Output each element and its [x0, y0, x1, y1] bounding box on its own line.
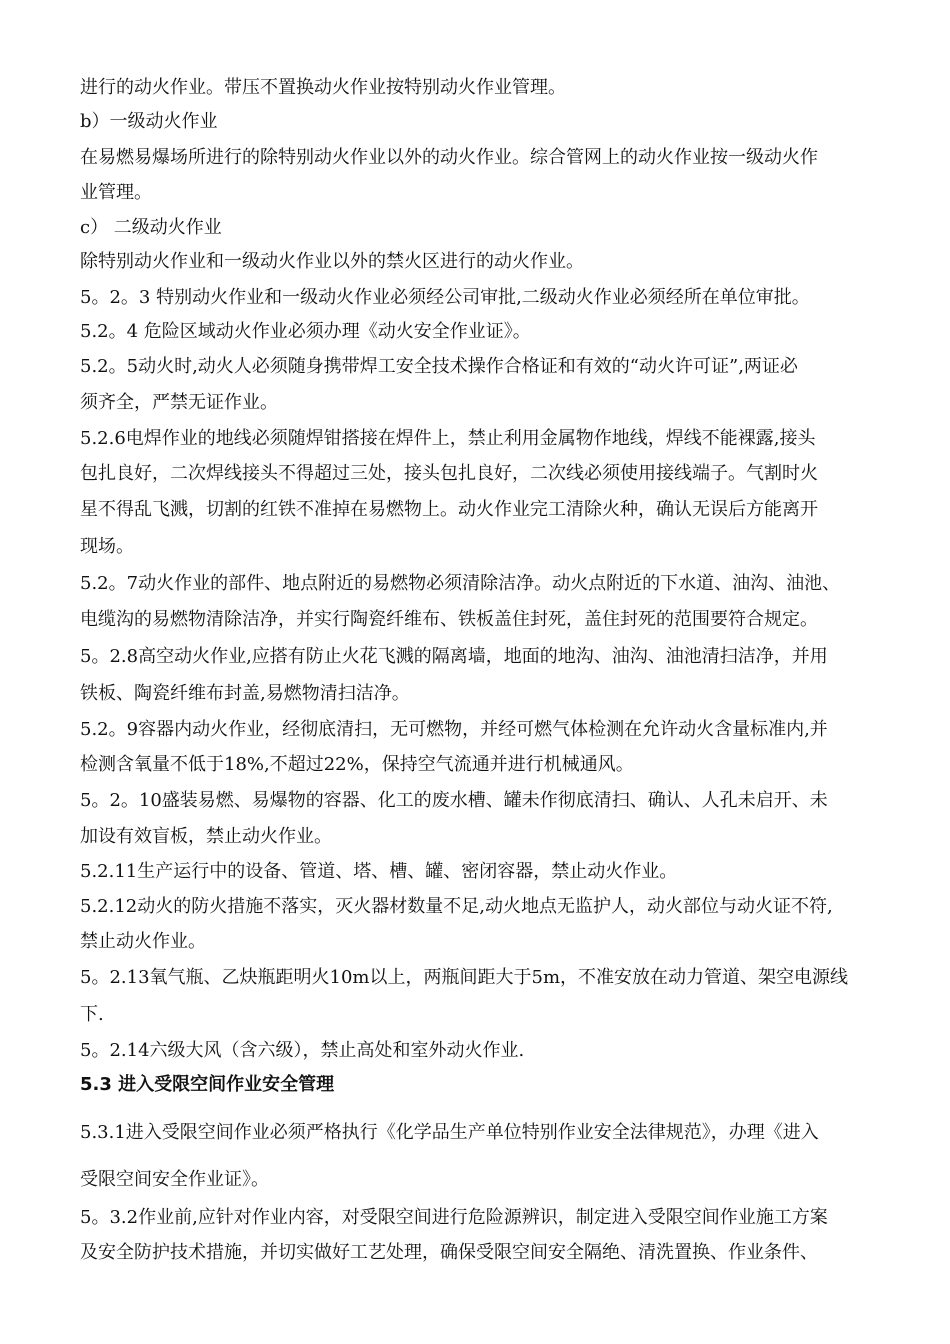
- clause-5-2-5: 5.2。5动火时,动火人必须随身携带焊工安全技术操作合格证和有效的“动火许可证”,两证必: [80, 356, 798, 377]
- clause-5-3-2: 5。3.2作业前,应针对作业内容，对受限空间进行危险源辨识，制定进入受限空间作业施工方案: [80, 1207, 828, 1228]
- clause-5-3-1: 5.3.1进入受限空间作业必须严格执行《化学品生产单位特别作业安全法律规范》，办理《进入: [80, 1122, 819, 1143]
- clause-5-2-12: 5.2.12动火的防火措施不落实，灭火器材数量不足,动火地点无监护人，动火部位与动火证不符,: [80, 896, 833, 917]
- text-line: 禁止动火作业。: [80, 931, 206, 952]
- text-line: 加设有效盲板，禁止动火作业。: [80, 826, 332, 847]
- clause-5-2-9: 5.2。9容器内动火作业，经彻底清扫，无可燃物，并经可燃气体检测在允许动火含量标准内,并: [80, 719, 828, 740]
- clause-5-2-13: 5。2.13氧气瓶、乙炔瓶距明火10m以上，两瓶间距大于5m，不准安放在动力管道、架空电源线: [80, 967, 849, 988]
- list-item-label: c） 二级动火作业: [80, 217, 222, 238]
- text-line: 电缆沟的易燃物清除洁净，并实行陶瓷纤维布、铁板盖住封死，盖住封死的范围要符合规定。: [80, 609, 818, 630]
- text-line: 进行的动火作业。带压不置换动火作业按特别动火作业管理。: [80, 77, 566, 98]
- text-line: 包扎良好，二次焊线接头不得超过三处，接头包扎良好，二次线必须使用接线端子。气割时火: [80, 463, 818, 484]
- clause-5-2-3: 5。2。3 特别动火作业和一级动火作业必须经公司审批,二级动火作业必须经所在单位审批。: [80, 287, 810, 308]
- list-item-label: b）一级动火作业: [80, 111, 218, 132]
- clause-5-2-6: 5.2.6电焊作业的地线必须随焊钳搭接在焊件上，禁止利用金属物作地线，焊线不能裸露,接头: [80, 428, 816, 449]
- clause-5-2-4: 5.2。4 危险区域动火作业必须办理《动火安全作业证》。: [80, 321, 531, 342]
- text-line: 现场。: [80, 536, 134, 557]
- clause-5-2-8: 5。2.8高空动火作业,应搭有防止火花飞溅的隔离墙，地面的地沟、油沟、油池清扫洁净，并用: [80, 646, 828, 667]
- clause-5-2-10: 5。2。10盛装易燃、易爆物的容器、化工的废水槽、罐未作彻底清扫、确认、人孔未启开、未: [80, 790, 828, 811]
- section-heading: 5.3 进入受限空间作业安全管理: [80, 1074, 335, 1095]
- text-line: 除特别动火作业和一级动火作业以外的禁火区进行的动火作业。: [80, 251, 584, 272]
- text-line: 星不得乱飞溅，切割的红铁不准掉在易燃物上。动火作业完工清除火种，确认无误后方能离开: [80, 499, 818, 520]
- text-line: 下.: [80, 1004, 104, 1025]
- clause-5-2-14: 5。2.14六级大风（含六级），禁止高处和室外动火作业.: [80, 1040, 525, 1061]
- clause-5-2-11: 5.2.11生产运行中的设备、管道、塔、槽、罐、密闭容器，禁止动火作业。: [80, 861, 678, 882]
- text-line: 须齐全，严禁无证作业。: [80, 392, 278, 413]
- text-line: 受限空间安全作业证》。: [80, 1169, 269, 1190]
- text-line: 及安全防护技术措施，并切实做好工艺处理，确保受限空间安全隔绝、清洗置换、作业条件、: [80, 1242, 818, 1263]
- text-line: 在易燃易爆场所进行的除特别动火作业以外的动火作业。综合管网上的动火作业按一级动火作: [80, 147, 818, 168]
- text-line: 铁板、陶瓷纤维布封盖,易燃物清扫洁净。: [80, 683, 410, 704]
- clause-5-2-7: 5.2。7动火作业的部件、地点附近的易燃物必须清除洁净。动火点附近的下水道、油沟、油池、: [80, 573, 841, 594]
- text-line: 检测含氧量不低于18%,不超过22%，保持空气流通并进行机械通风。: [80, 754, 634, 775]
- text-line: 业管理。: [80, 182, 152, 203]
